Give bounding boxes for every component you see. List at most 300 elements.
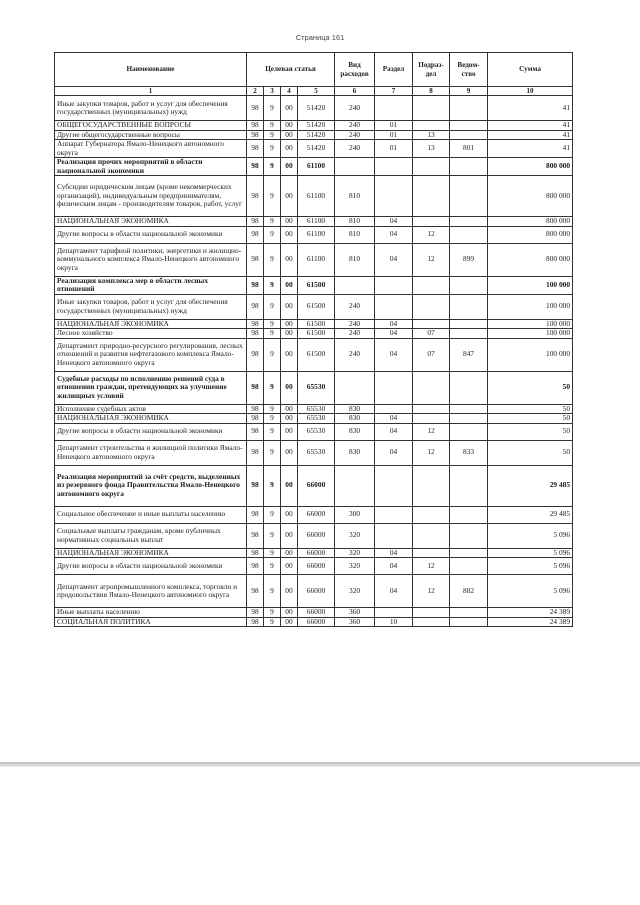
cell-podrazdel: 07 [413,338,450,371]
cell-c5: 66000 [298,608,335,618]
cell-name: Департамент тарифной политики, энергетики и жилищно-коммунального комплекса Ямало-Ненецкого автономного округа [55,243,247,276]
cell-ved [450,404,488,414]
cell-c3: 9 [264,176,281,217]
cell-ved [450,548,488,558]
table-row [55,506,573,523]
cell-c3: 9 [264,319,281,329]
cell-sum: 100 000 [488,338,573,371]
cell-c3: 9 [264,523,281,548]
cell-ved [450,329,488,339]
table-row [55,294,573,319]
cell-vid: 830 [335,423,375,440]
cell-sum: 50 [488,440,573,465]
cell-podrazdel: 12 [413,558,450,575]
header-vid: Вид расходов [335,53,375,87]
cell-sum: 100 000 [488,276,573,294]
cell-ved [450,506,488,523]
cell-c5: 65530 [298,440,335,465]
cell-vid: 320 [335,523,375,548]
cell-razdel: 04 [375,329,413,339]
header-name: Наименование [55,53,247,87]
cell-c3: 9 [264,558,281,575]
cell-c3: 9 [264,338,281,371]
cell-razdel: 04 [375,243,413,276]
cell-c2: 98 [247,548,264,558]
cell-vid [335,371,375,404]
cell-c5: 66000 [298,617,335,627]
cell-ved [450,121,488,131]
cell-c3: 9 [264,440,281,465]
cell-vid: 360 [335,617,375,627]
cell-ved [450,617,488,627]
cell-c4: 00 [281,130,298,140]
cell-ved [450,319,488,329]
cell-vid: 240 [335,121,375,131]
cell-podrazdel [413,608,450,618]
cell-ved [450,158,488,176]
cell-c5: 65530 [298,371,335,404]
cell-c4: 00 [281,176,298,217]
cell-vid: 240 [335,338,375,371]
cell-name: Иные выплаты населению [55,608,247,618]
cell-podrazdel: 12 [413,575,450,608]
cell-c3: 9 [264,404,281,414]
cell-podrazdel: 12 [413,440,450,465]
cell-razdel: 01 [375,121,413,131]
cell-sum: 50 [488,414,573,424]
col-number: 3 [264,87,281,96]
cell-razdel: 04 [375,558,413,575]
table-row [55,423,573,440]
table-row [55,617,573,627]
cell-ved [450,465,488,506]
cell-ved [450,96,488,121]
cell-c4: 00 [281,319,298,329]
cell-sum: 41 [488,121,573,131]
cell-razdel: 04 [375,338,413,371]
cell-podrazdel: 12 [413,423,450,440]
cell-c4: 00 [281,523,298,548]
cell-podrazdel [413,414,450,424]
cell-podrazdel [413,176,450,217]
cell-c2: 98 [247,319,264,329]
cell-c3: 9 [264,226,281,243]
cell-name: Департамент строительства и жилищной политики Ямало-Ненецкого автономного округа [55,440,247,465]
cell-vid: 830 [335,440,375,465]
cell-c2: 98 [247,294,264,319]
cell-razdel: 04 [375,414,413,424]
cell-ved: 882 [450,575,488,608]
col-number: 4 [281,87,298,96]
cell-sum: 41 [488,130,573,140]
cell-razdel: 04 [375,217,413,227]
cell-vid: 300 [335,506,375,523]
cell-c4: 00 [281,558,298,575]
cell-c2: 98 [247,96,264,121]
col-number: 7 [375,87,413,96]
cell-c4: 00 [281,158,298,176]
cell-name: НАЦИОНАЛЬНАЯ ЭКОНОМИКА [55,414,247,424]
cell-name: Департамент агропромышленного комплекса, торговли и продовольствия Ямало-Ненецкого автономного округа [55,575,247,608]
cell-c4: 00 [281,226,298,243]
cell-name: Реализация комплекса мер в области лесных отношений [55,276,247,294]
cell-c2: 98 [247,423,264,440]
col-number: 6 [335,87,375,96]
cell-c5: 66000 [298,506,335,523]
cell-c3: 9 [264,130,281,140]
cell-razdel: 04 [375,319,413,329]
cell-razdel: 04 [375,226,413,243]
cell-podrazdel [413,465,450,506]
cell-name: Социальное обеспечение и иные выплаты населению [55,506,247,523]
cell-podrazdel [413,404,450,414]
cell-c3: 9 [264,414,281,424]
cell-vid: 320 [335,575,375,608]
column-number-row [55,87,573,96]
cell-c4: 00 [281,371,298,404]
cell-c5: 66000 [298,465,335,506]
table-row [55,217,573,227]
table-header-row [55,53,573,87]
cell-c5: 61100 [298,158,335,176]
cell-c2: 98 [247,414,264,424]
cell-name: Аппарат Губернатора Ямало-Ненецкого автономного округа [55,140,247,158]
cell-c2: 98 [247,158,264,176]
cell-vid: 830 [335,404,375,414]
table-row [55,548,573,558]
header-vedomstvo: Ведом-ство [450,53,488,87]
cell-sum: 5 096 [488,523,573,548]
cell-ved [450,423,488,440]
cell-c3: 9 [264,217,281,227]
cell-name: Социальные выплаты гражданам, кроме публичных нормативных социальных выплат [55,523,247,548]
cell-c2: 98 [247,440,264,465]
cell-podrazdel: 12 [413,243,450,276]
cell-ved [450,558,488,575]
cell-podrazdel [413,217,450,227]
cell-sum: 800 000 [488,226,573,243]
cell-sum: 800 000 [488,217,573,227]
cell-sum: 50 [488,423,573,440]
cell-c4: 00 [281,121,298,131]
cell-c2: 98 [247,558,264,575]
cell-podrazdel [413,121,450,131]
cell-c4: 00 [281,548,298,558]
cell-c3: 9 [264,617,281,627]
cell-c3: 9 [264,608,281,618]
table-row [55,329,573,339]
cell-podrazdel [413,96,450,121]
cell-c2: 98 [247,608,264,618]
cell-ved [450,414,488,424]
cell-c5: 65530 [298,423,335,440]
cell-vid: 240 [335,319,375,329]
cell-sum: 800 000 [488,176,573,217]
cell-c3: 9 [264,465,281,506]
cell-sum: 41 [488,96,573,121]
cell-podrazdel: 07 [413,329,450,339]
cell-razdel: 04 [375,440,413,465]
cell-c5: 65530 [298,404,335,414]
cell-c2: 98 [247,217,264,227]
cell-c5: 66000 [298,558,335,575]
cell-c4: 00 [281,338,298,371]
cell-c3: 9 [264,121,281,131]
cell-c5: 61500 [298,319,335,329]
cell-c2: 98 [247,506,264,523]
header-target: Целевая статья [247,53,335,87]
cell-c3: 9 [264,506,281,523]
cell-razdel [375,523,413,548]
cell-vid [335,158,375,176]
table-row [55,176,573,217]
cell-razdel: 01 [375,140,413,158]
cell-c2: 98 [247,121,264,131]
cell-name: Другие вопросы в области национальной экономики [55,423,247,440]
cell-ved [450,226,488,243]
cell-ved: 847 [450,338,488,371]
table-row [55,608,573,618]
cell-sum: 29 485 [488,506,573,523]
cell-podrazdel [413,276,450,294]
cell-vid: 320 [335,548,375,558]
cell-podrazdel [413,506,450,523]
cell-ved [450,371,488,404]
cell-vid: 810 [335,176,375,217]
cell-c5: 61500 [298,294,335,319]
cell-name: Другие общегосударственные вопросы [55,130,247,140]
cell-c5: 51420 [298,130,335,140]
cell-razdel: 10 [375,617,413,627]
cell-c3: 9 [264,371,281,404]
cell-name: ОБЩЕГОСУДАРСТВЕННЫЕ ВОПРОСЫ [55,121,247,131]
cell-name: Иные закупки товаров, работ и услуг для обеспечения государственных (муниципальных) нужд [55,96,247,121]
cell-podrazdel [413,523,450,548]
cell-c3: 9 [264,294,281,319]
cell-c4: 00 [281,506,298,523]
cell-c2: 98 [247,243,264,276]
page-edge-shadow [0,762,640,767]
cell-ved [450,523,488,548]
cell-razdel [375,608,413,618]
cell-c2: 98 [247,617,264,627]
cell-c5: 61100 [298,217,335,227]
cell-c5: 65530 [298,414,335,424]
cell-c2: 98 [247,226,264,243]
table-row [55,243,573,276]
cell-c5: 66000 [298,575,335,608]
cell-c2: 98 [247,465,264,506]
cell-c4: 00 [281,423,298,440]
cell-c5: 51420 [298,96,335,121]
cell-razdel [375,371,413,404]
cell-razdel [375,96,413,121]
cell-c3: 9 [264,548,281,558]
header-razdel: Раздел [375,53,413,87]
cell-name: Другие вопросы в области национальной экономики [55,558,247,575]
cell-c2: 98 [247,575,264,608]
cell-vid: 830 [335,414,375,424]
cell-c3: 9 [264,96,281,121]
table-row [55,414,573,424]
cell-c4: 00 [281,440,298,465]
cell-c2: 98 [247,338,264,371]
cell-c2: 98 [247,176,264,217]
cell-vid: 320 [335,558,375,575]
cell-c4: 00 [281,404,298,414]
cell-ved [450,608,488,618]
cell-razdel: 04 [375,548,413,558]
cell-podrazdel [413,371,450,404]
cell-vid: 810 [335,243,375,276]
cell-c3: 9 [264,243,281,276]
col-number: 10 [488,87,573,96]
cell-name: Субсидии юридическим лицам (кроме некоммерческих организаций), индивидуальным предпринимателям, физическим лицам - производителям товаров, работ, услуг [55,176,247,217]
cell-c5: 66000 [298,523,335,548]
table-row [55,140,573,158]
cell-vid: 240 [335,96,375,121]
cell-name: Реализация прочих мероприятий в области национальной экономики [55,158,247,176]
cell-c5: 66000 [298,548,335,558]
cell-ved: 899 [450,243,488,276]
cell-name: НАЦИОНАЛЬНАЯ ЭКОНОМИКА [55,217,247,227]
header-summa: Сумма [488,53,573,87]
table-row [55,276,573,294]
cell-name: Департамент природно-ресурсного регулирования, лесных отношений и развития нефтегазового комплекса Ямало-Ненецкого автономного округа [55,338,247,371]
cell-c4: 00 [281,414,298,424]
col-number: 5 [298,87,335,96]
cell-vid: 240 [335,294,375,319]
cell-sum: 50 [488,404,573,414]
cell-razdel [375,465,413,506]
cell-c5: 61500 [298,329,335,339]
cell-c4: 00 [281,96,298,121]
cell-podrazdel [413,617,450,627]
header-podrazdel: Подраз-дел [413,53,450,87]
cell-sum: 800 000 [488,243,573,276]
cell-name: НАЦИОНАЛЬНАЯ ЭКОНОМИКА [55,548,247,558]
table-row [55,465,573,506]
cell-name: Лесное хозяйство [55,329,247,339]
cell-ved [450,176,488,217]
cell-podrazdel: 12 [413,226,450,243]
cell-sum: 50 [488,371,573,404]
cell-podrazdel: 13 [413,130,450,140]
cell-c3: 9 [264,158,281,176]
table-row [55,523,573,548]
table-row [55,440,573,465]
cell-c5: 61100 [298,243,335,276]
cell-c2: 98 [247,371,264,404]
cell-c2: 98 [247,140,264,158]
cell-c2: 98 [247,276,264,294]
cell-razdel [375,294,413,319]
cell-c4: 00 [281,294,298,319]
table-row [55,226,573,243]
cell-name: Судебные расходы по исполнению решений суда в отношении граждан, претендующих на улучшение жилищных условий [55,371,247,404]
cell-c4: 00 [281,329,298,339]
cell-vid: 360 [335,608,375,618]
cell-razdel: 04 [375,423,413,440]
cell-c4: 00 [281,140,298,158]
cell-c5: 61100 [298,176,335,217]
cell-sum: 5 096 [488,575,573,608]
cell-c3: 9 [264,276,281,294]
cell-vid: 240 [335,140,375,158]
cell-vid: 810 [335,217,375,227]
cell-vid [335,276,375,294]
cell-c5: 61500 [298,276,335,294]
cell-c5: 61500 [298,338,335,371]
cell-c4: 00 [281,575,298,608]
cell-podrazdel [413,158,450,176]
cell-c3: 9 [264,329,281,339]
cell-ved [450,276,488,294]
page-number: Страница 161 [295,33,345,42]
cell-vid: 240 [335,329,375,339]
cell-name: Реализация мероприятий за счёт средств, выделенных из резервного фонда Правительства Ямало-Ненецкого автономного округа [55,465,247,506]
budget-table [54,52,573,627]
cell-c3: 9 [264,423,281,440]
cell-c2: 98 [247,329,264,339]
table-row [55,338,573,371]
col-number: 9 [450,87,488,96]
cell-name: НАЦИОНАЛЬНАЯ ЭКОНОМИКА [55,319,247,329]
cell-c4: 00 [281,217,298,227]
cell-sum: 24 389 [488,608,573,618]
col-number: 8 [413,87,450,96]
cell-c3: 9 [264,575,281,608]
col-number: 2 [247,87,264,96]
cell-sum: 5 096 [488,548,573,558]
cell-c2: 98 [247,404,264,414]
cell-sum: 100 000 [488,319,573,329]
cell-c2: 98 [247,130,264,140]
cell-name: Иные закупки товаров, работ и услуг для обеспечения государственных (муниципальных) нужд [55,294,247,319]
cell-podrazdel: 13 [413,140,450,158]
col-number: 1 [55,87,247,96]
table-row [55,558,573,575]
cell-sum: 41 [488,140,573,158]
cell-sum: 100 000 [488,294,573,319]
cell-ved [450,217,488,227]
cell-sum: 5 096 [488,558,573,575]
cell-podrazdel [413,294,450,319]
table-row [55,371,573,404]
cell-name: СОЦИАЛЬНАЯ ПОЛИТИКА [55,617,247,627]
cell-c5: 51420 [298,140,335,158]
cell-ved: 833 [450,440,488,465]
cell-c5: 51420 [298,121,335,131]
table-row [55,575,573,608]
cell-c3: 9 [264,140,281,158]
cell-razdel: 01 [375,130,413,140]
cell-sum: 100 000 [488,329,573,339]
cell-razdel [375,276,413,294]
cell-vid: 810 [335,226,375,243]
cell-sum: 800 000 [488,158,573,176]
cell-ved [450,294,488,319]
cell-c5: 61100 [298,226,335,243]
cell-razdel [375,158,413,176]
cell-c2: 98 [247,523,264,548]
cell-vid [335,465,375,506]
cell-ved: 801 [450,140,488,158]
cell-c4: 00 [281,243,298,276]
cell-name: Исполнение судебных актов [55,404,247,414]
cell-name: Другие вопросы в области национальной экономики [55,226,247,243]
cell-c4: 00 [281,465,298,506]
